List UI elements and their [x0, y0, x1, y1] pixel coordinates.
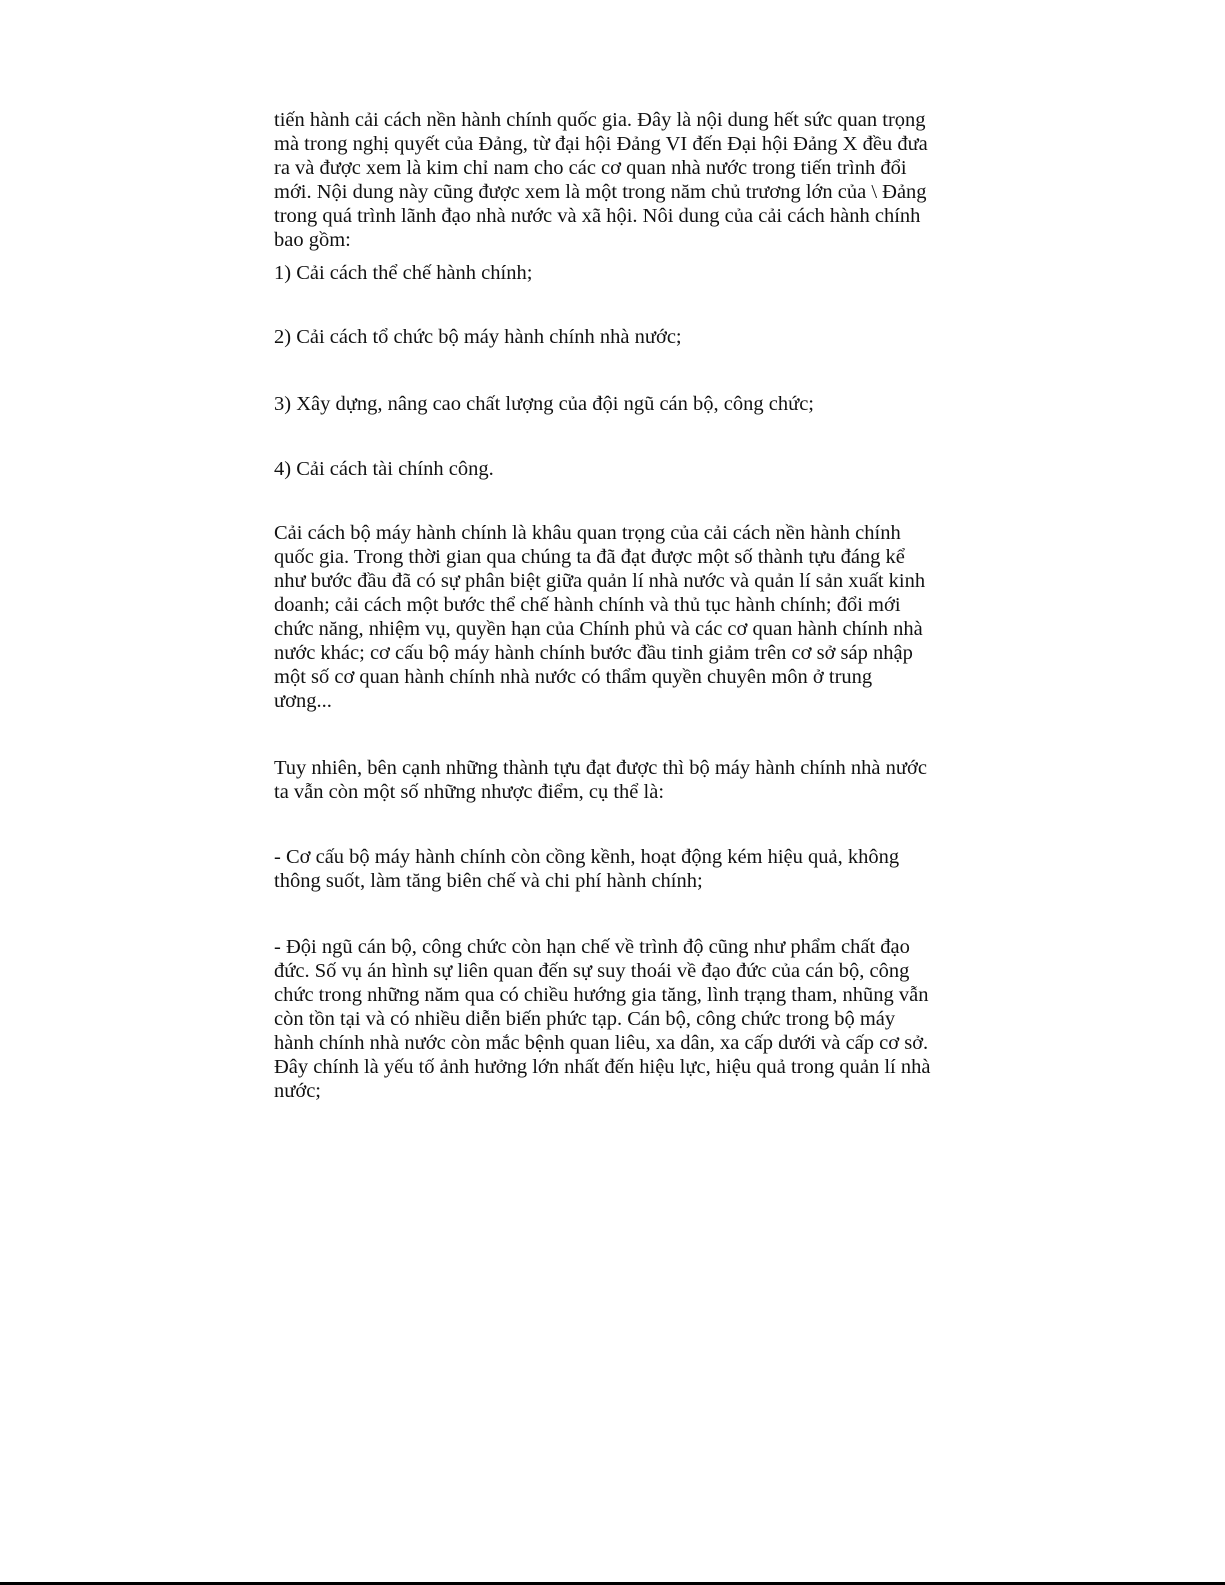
list-item: 2) Cải cách tổ chức bộ máy hành chính nhà nước; [274, 326, 682, 348]
list-item: 3) Xây dựng, nâng cao chất lượng của đội ngũ cán bộ, công chức; [274, 393, 814, 415]
list-item: 4) Cải cách tài chính công. [274, 458, 494, 480]
list-item: 1) Cải cách thể chế hành chính; [274, 262, 533, 284]
reform-paragraph: Cải cách bộ máy hành chính là khâu quan trọng của cải cách nền hành chính quốc gia. Trong thời gian qua chúng ta đã đạt được một số thành tựu đáng kể như bước đầu đã có sự phân biệt giữa quản lí nhà nước và quản lí sản xuất kinh doanh; cải cách một bước thể chế hành chính và thủ tục hành chính; đổi mới chức năng, nhiệm vụ, quyền hạn của Chính phủ và các cơ quan hành chính nhà nước khác; cơ cấu bộ máy hành chính bước đầu tinh giảm trên cơ sở sáp nhập một số cơ quan hành chính nhà nước có thẩm quyền chuyên môn ở trung ương... [274, 522, 926, 712]
intro-paragraph: tiến hành cải cách nền hành chính quốc gia. Đây là nội dung hết sức quan trọng mà trong nghị quyết của Đảng, từ đại hội Đảng VI đến Đại hội Đảng X đều đưa ra và được xem là kim chỉ nam cho các cơ quan nhà nước trong tiến trình đổi mới. Nội dung này cũng được xem là một trong năm chủ trương lớn của \ Đảng trong quá trình lãnh đạo nhà nước và xã hội. Nôi dung của cải cách hành chính bao gồm: [274, 109, 928, 251]
however-paragraph: Tuy nhiên, bên cạnh những thành tựu đạt được thì bộ máy hành chính nhà nước ta vẫn còn một số những nhược điểm, cụ thể là: [274, 757, 927, 803]
bullet-paragraph: - Đội ngũ cán bộ, công chức còn hạn chế về trình độ cũng như phẩm chất đạo đức. Số vụ án hình sự liên quan đến sự suy thoái về đạo đức của cán bộ, công chức trong những năm qua có chiều hướng gia tăng, lình trạng tham, nhũng vẫn còn tồn tại và có nhiều diễn biến phức tạp. Cán bộ, công chức trong bộ máy hành chính nhà nước còn mắc bệnh quan liêu, xa dân, xa cấp dưới và cấp cơ sở. Đây chính là yếu tố ảnh hưởng lớn nhất đến hiệu lực, hiệu quả trong quản lí nhà nước; [274, 936, 931, 1102]
bullet-paragraph: - Cơ cấu bộ máy hành chính còn cồng kềnh, hoạt động kém hiệu quả, không thông suốt, làm tăng biên chế và chi phí hành chính; [274, 846, 900, 892]
